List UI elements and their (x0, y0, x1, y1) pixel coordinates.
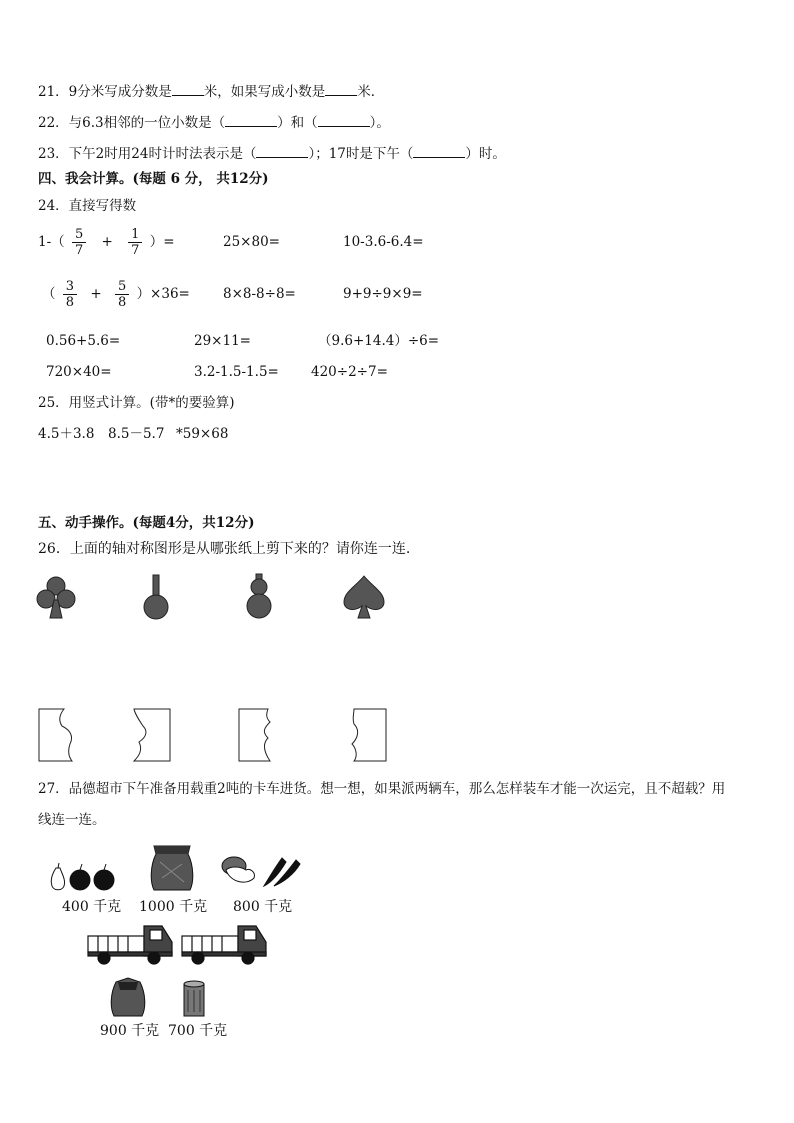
question-27-line-2: 线连一连。 (38, 812, 106, 828)
fraction: $\frac{1}{7}$ (128, 227, 142, 258)
fraction: $\frac{3}{8}$ (63, 279, 77, 310)
section-4-heading: 四、我会计算。(每题 6 分， 共12分) (38, 171, 269, 187)
folded-paper-3[interactable] (238, 708, 278, 762)
calc-item: 10-3.6-6.4= (343, 234, 424, 250)
spade-shape-icon (342, 574, 386, 620)
calc-item: 8×8-8÷8= (223, 286, 296, 302)
folded-paper-1[interactable] (38, 708, 78, 762)
calc-item: 420÷2÷7= (311, 364, 388, 380)
calc-item: 0.56+5.6= (46, 333, 121, 349)
vegetable-icon[interactable] (220, 852, 302, 888)
weight-label: 800 千克 (233, 899, 293, 915)
weight-label: 700 千克 (168, 1023, 228, 1039)
calc-item: 25×80= (223, 234, 280, 250)
answer-blank[interactable] (413, 145, 465, 158)
folded-paper-4[interactable] (346, 708, 388, 762)
answer-blank[interactable] (318, 114, 370, 127)
question-25-title: 25．用竖式计算。(带*的要验算) (38, 395, 235, 411)
truck-1-icon[interactable] (86, 922, 176, 966)
vertical-calc-item: *59×68 (176, 426, 229, 442)
truck-2-icon[interactable] (180, 922, 270, 966)
calc-item: 720×40= (46, 364, 112, 380)
calc-item: 29×11= (194, 333, 251, 349)
calc-item: 9+9÷9×9= (343, 286, 423, 302)
bag-icon[interactable] (108, 976, 148, 1018)
question-21: 21．9分米写成分数是 米，如果写成小数是 米． (38, 84, 385, 100)
sack-icon[interactable] (148, 842, 196, 892)
vertical-calc-item: 4.5＋3.8 (38, 426, 95, 442)
weight-label: 900 千克 (100, 1023, 160, 1039)
gourd-shape-icon (244, 574, 274, 620)
fruit-icon[interactable] (48, 860, 118, 892)
answer-blank[interactable] (225, 114, 277, 127)
vertical-calc-item: 8.5－5.7 (108, 426, 165, 442)
answer-blank[interactable] (325, 83, 357, 96)
calc-row-2: （ $\frac{3}{8}$ + $\frac{5}{8}$ ）×36= (42, 279, 190, 310)
question-24-title: 24．直接写得数 (38, 198, 137, 214)
question-22: 22．与6.3相邻的一位小数是（ ）和（ ）。 (38, 115, 390, 131)
answer-blank[interactable] (172, 83, 204, 96)
section-5-heading: 五、动手操作。(每题4分，共12分) (38, 515, 255, 531)
club-shape-icon (36, 574, 76, 620)
answer-blank[interactable] (256, 145, 308, 158)
pendulum-shape-icon (140, 574, 174, 620)
question-26-title: 26．上面的轴对称图形是从哪张纸上剪下来的？请你连一连. (38, 541, 411, 557)
calc-item: 3.2-1.5-1.5= (194, 364, 279, 380)
calc-row-1: 1-（ $\frac{5}{7}$ + $\frac{1}{7}$ ）= (38, 227, 175, 258)
fraction: $\frac{5}{8}$ (115, 279, 129, 310)
question-27-line-1: 27．品德超市下午准备用载重2吨的卡车进货。想一想，如果派两辆车，那么怎样装车才能一次运完，且不超载？用 (38, 781, 726, 797)
barrel-icon[interactable] (182, 980, 206, 1018)
weight-label: 400 千克 (62, 899, 122, 915)
question-23: 23．下午2时用24时计时法表示是（ ）；17时是下午（ ）时。 (38, 146, 506, 162)
fraction: $\frac{5}{7}$ (72, 227, 86, 258)
weight-label: 1000 千克 (139, 899, 208, 915)
calc-item: （9.6+14.4）÷6= (318, 333, 440, 349)
folded-paper-2[interactable] (131, 708, 171, 762)
